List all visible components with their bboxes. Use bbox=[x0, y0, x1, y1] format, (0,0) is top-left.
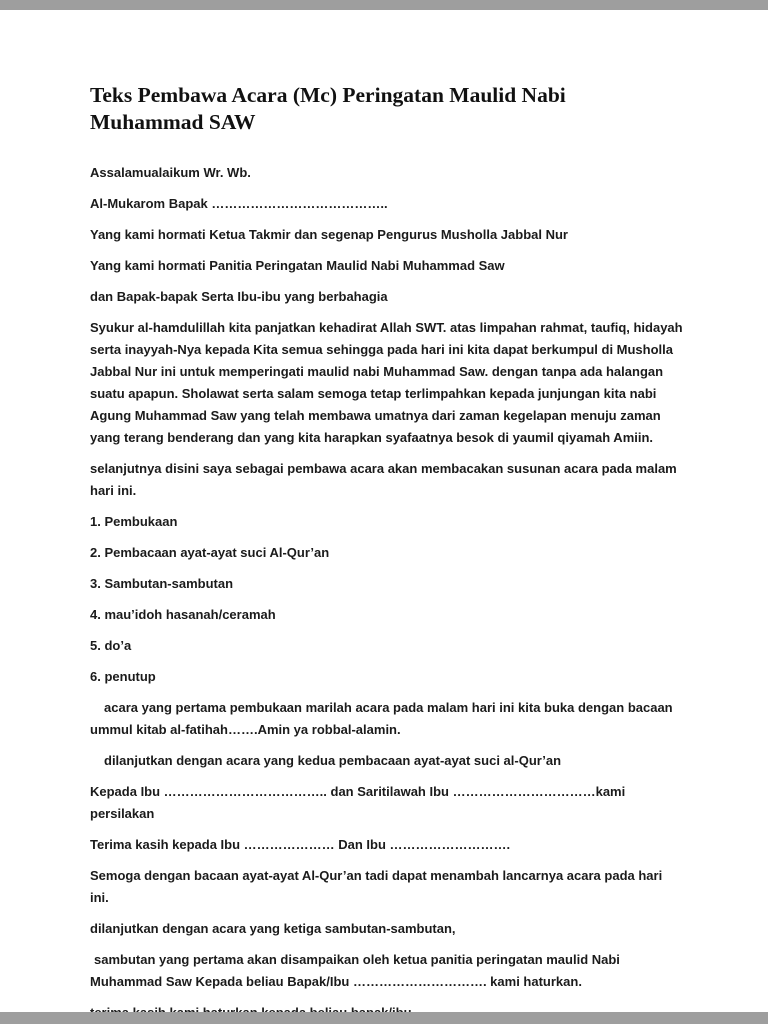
page-top-border bbox=[0, 0, 768, 10]
paragraph-honorific-audience: dan Bapak-bapak Serta Ibu-ibu yang berbahagia bbox=[90, 289, 388, 304]
paragraph-second-agenda: dilanjutkan dengan acara yang kedua pembacaan ayat-ayat suci al-Qur’an bbox=[104, 753, 562, 768]
paragraph-quran-hope: Semoga dengan bacaan ayat-ayat Al-Qur’an tadi dapat menambah lancarnya acara pada hari ini. bbox=[90, 868, 663, 905]
paragraph-honorific-takmir: Yang kami hormati Ketua Takmir dan segenap Pengurus Musholla Jabbal Nur bbox=[90, 227, 568, 242]
agenda-item-3: 3. Sambutan-sambutan bbox=[90, 576, 234, 591]
paragraph-opening-thanks: Syukur al-hamdulillah kita panjatkan kehadirat Allah SWT. atas limpahan rahmat, taufiq, hidayah serta inayyah-Nya kepada Kita semua sehingga pada hari ini kita dapat berkumpul di Musholla Jabbal Nur ini untuk memperingati maulid nabi Muhammad Saw. dengan tanpa ada halangan suatu apapun. Sholawat serta salam semoga tetap terlimpahkan kepada junjungan kita nabi Agung Muhammad Saw yang telah membawa umatnya dari zaman kegelapan menuju zaman yang terang benderang dan yang kita harapkan syafaatnya besok di yaumil qiyamah Amiin. bbox=[90, 320, 683, 445]
agenda-item-4: 4. mau’idoh hasanah/ceramah bbox=[90, 607, 276, 622]
agenda-item-6: 6. penutup bbox=[90, 669, 156, 684]
paragraph-first-agenda: acara yang pertama pembukaan marilah acara pada malam hari ini kita buka dengan bacaan ummul kitab al-fatihah…….Amin ya robbal-alamin. bbox=[90, 700, 673, 737]
document-body bbox=[90, 162, 684, 1024]
page-bottom-border bbox=[0, 1012, 768, 1024]
paragraph-agenda-intro: selanjutnya disini saya sebagai pembawa acara akan membacakan susunan acara pada malam hari ini. bbox=[90, 461, 677, 498]
paragraph-quran-thanks: Terima kasih kepada Ibu ………………… Dan Ibu ………………………. bbox=[90, 837, 511, 852]
agenda-item-5: 5. do’a bbox=[90, 638, 132, 653]
agenda-item-2: 2. Pembacaan ayat-ayat suci Al-Qur’an bbox=[90, 545, 330, 560]
agenda-item-1: 1. Pembukaan bbox=[90, 514, 178, 529]
paragraph-third-agenda: dilanjutkan dengan acara yang ketiga sambutan-sambutan, bbox=[90, 921, 456, 936]
paragraph-honorific-panitia: Yang kami hormati Panitia Peringatan Maulid Nabi Muhammad Saw bbox=[90, 258, 505, 273]
paragraph-quran-invitation: Kepada Ibu ……………………………….. dan Saritilawah Ibu ……………………………kami persilakan bbox=[90, 784, 626, 821]
document-title: Teks Pembawa Acara (Mc) Peringatan Maulid Nabi Muhammad SAW bbox=[90, 83, 566, 134]
paragraph-greeting: Assalamualaikum Wr. Wb. bbox=[90, 165, 251, 180]
paragraph-first-speech: sambutan yang pertama akan disampaikan oleh ketua panitia peringatan maulid Nabi Muhammad Saw Kepada beliau Bapak/Ibu …………………………. kami haturkan. bbox=[90, 952, 620, 989]
paragraph-honorific-bapak: Al-Mukarom Bapak ………………………………….. bbox=[90, 196, 388, 211]
